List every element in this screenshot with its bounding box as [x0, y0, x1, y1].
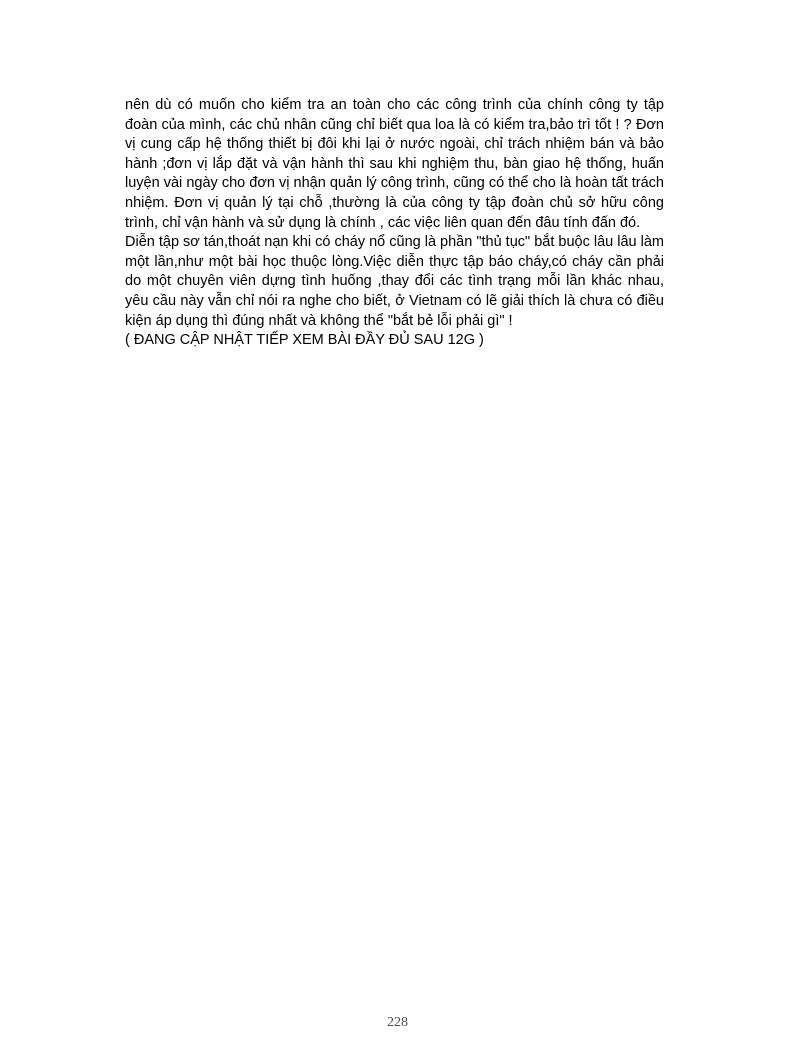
update-note: ( ĐANG CẬP NHẬT TIẾP XEM BÀI ĐẦY ĐỦ SAU 12G ): [125, 332, 484, 349]
paragraph-1: nên dù có muốn cho kiểm tra an toàn cho các công trình của chính công ty tập đoàn của mình, các chủ nhân cũng chỉ biết qua loa là có kiểm tra,bảo trì tốt ! ? Đơn vị cung cấp hệ thống thiết bị đôi khi lại ở nước ngoài, chỉ trách nhiệm bán và bảo hành ;đơn vị lắp đặt và vận hành thì sau khi nghiệm thu, bàn giao hệ thống, huấn luyện vài ngày cho đơn vị nhận quản lý công trình, cũng có thể cho là hoàn tất trách nhiệm. Đơn vị quản lý tại chỗ ,thường là của công ty tập đoàn chủ sở hữu công trình, chỉ vận hành và sử dụng là chính , các việc liên quan đến đâu tính đấn đó.: [125, 97, 664, 231]
paragraph-2: Diễn tập sơ tán,thoát nạn khi có cháy nổ cũng là phần "thủ tục" bắt buộc lâu lâu làm một lần,như một bài học thuộc lòng.Việc diễn thực tập báo cháy,có cháy cần phải do một chuyên viên dựng tình huống ,thay đổi các tình trạng mỗi lần khác nhau, yêu cầu này vẫn chỉ nói ra nghe cho biết, ở Vietnam có lẽ giải thích là chưa có điều kiện áp dụng thì đúng nhất và không thể "bắt bẻ lỗi phải gì" !: [125, 234, 664, 329]
page-number: 228: [387, 1015, 408, 1030]
body-text: [125, 96, 664, 351]
